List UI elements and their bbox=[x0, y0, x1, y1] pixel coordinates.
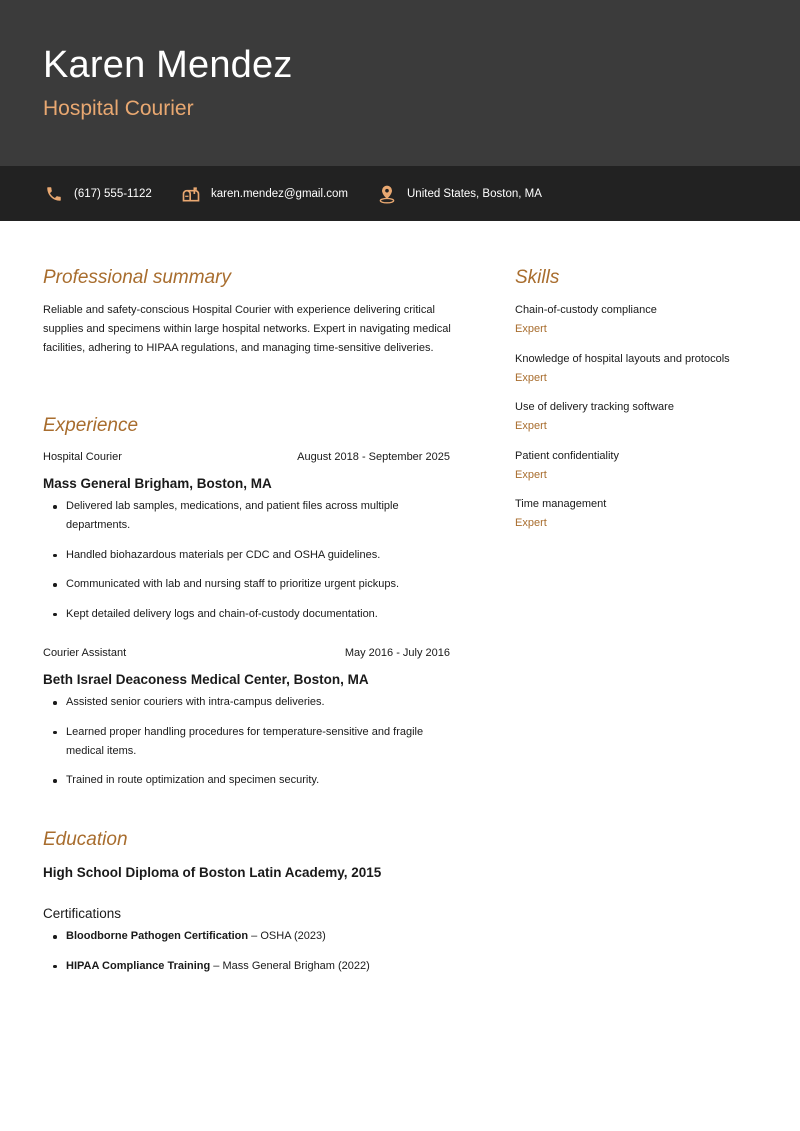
job-dates: August 2018 - September 2025 bbox=[297, 451, 450, 463]
education-degree: High School Diploma of Boston Latin Academy, 2015 bbox=[43, 865, 382, 880]
skill-level: Expert bbox=[515, 420, 547, 432]
phone-icon bbox=[44, 184, 64, 204]
section-title-education: Education bbox=[43, 829, 128, 850]
contact-location bbox=[377, 166, 542, 221]
skill-name: Use of delivery tracking software bbox=[515, 401, 674, 413]
bullet-item: Kept detailed delivery logs and chain-of-custody documentation. bbox=[43, 605, 453, 624]
certifications-list bbox=[43, 927, 463, 986]
bullet-item: Delivered lab samples, medications, and patient files across multiple departments. bbox=[43, 497, 453, 535]
certification-detail: – Mass General Brigham (2022) bbox=[210, 959, 370, 972]
bullet-item: Learned proper handling procedures for temperature-sensitive and fragile medical items. bbox=[43, 723, 453, 761]
certification-item bbox=[43, 957, 463, 976]
summary-text: Reliable and safety-conscious Hospital Courier with experience delivering critical supplies and specimens within large hospital networks. Expert in navigating medical facilities, adhering to HIPAA regulations, and managing time-sensitive deliveries. bbox=[43, 304, 451, 354]
skill-level: Expert bbox=[515, 517, 547, 529]
candidate-name: Karen Mendez bbox=[43, 44, 293, 86]
job-bullets bbox=[43, 497, 453, 634]
job-company: Beth Israel Deaconess Medical Center, Boston, MA bbox=[43, 672, 369, 687]
mailbox-icon bbox=[181, 184, 201, 204]
contact-email bbox=[181, 166, 348, 221]
bullet-item: Assisted senior couriers with intra-campus deliveries. bbox=[43, 693, 453, 712]
resume-header bbox=[0, 0, 800, 166]
candidate-title: Hospital Courier bbox=[43, 97, 194, 120]
certification-item bbox=[43, 927, 463, 946]
email-text[interactable]: karen.mendez@gmail.com bbox=[211, 187, 348, 200]
skill-item bbox=[515, 350, 775, 388]
phone-text: (617) 555-1122 bbox=[74, 187, 152, 200]
skill-name: Knowledge of hospital layouts and protocols bbox=[515, 352, 730, 365]
certification-name: HIPAA Compliance Training bbox=[66, 959, 211, 972]
job-header bbox=[43, 451, 450, 463]
skill-name: Time management bbox=[515, 498, 607, 510]
location-text: United States, Boston, MA bbox=[407, 187, 542, 200]
job-role: Hospital Courier bbox=[43, 451, 122, 463]
skill-level: Expert bbox=[515, 371, 547, 384]
job-dates: May 2016 - July 2016 bbox=[344, 647, 450, 659]
skill-name: Chain-of-custody compliance bbox=[515, 304, 657, 316]
certification-detail: – OSHA (2023) bbox=[248, 930, 326, 942]
skill-level: Expert bbox=[515, 468, 547, 481]
job-company: Mass General Brigham, Boston, MA bbox=[43, 476, 272, 491]
location-pin-icon bbox=[377, 184, 397, 204]
skill-item bbox=[515, 447, 775, 485]
skill-item bbox=[515, 301, 775, 339]
skill-item bbox=[515, 398, 775, 436]
section-title-skills: Skills bbox=[515, 267, 560, 288]
job-header bbox=[43, 647, 450, 659]
section-title-experience: Experience bbox=[43, 415, 139, 436]
bullet-item: Communicated with lab and nursing staff to prioritize urgent pickups. bbox=[43, 575, 453, 594]
section-title-summary: Professional summary bbox=[43, 267, 231, 288]
skill-item bbox=[515, 495, 775, 533]
job-bullets bbox=[43, 693, 453, 801]
skill-name: Patient confidentiality bbox=[515, 449, 619, 462]
certification-name: Bloodborne Pathogen Certification bbox=[66, 930, 249, 942]
certifications-title: Certifications bbox=[43, 906, 122, 921]
skill-level: Expert bbox=[515, 323, 547, 335]
bullet-item: Handled biohazardous materials per CDC and OSHA guidelines. bbox=[43, 546, 453, 565]
contact-phone bbox=[44, 166, 152, 221]
bullet-item: Trained in route optimization and specimen security. bbox=[43, 771, 453, 790]
skills-list bbox=[515, 301, 775, 544]
job-role: Courier Assistant bbox=[43, 647, 127, 659]
contact-bar bbox=[0, 166, 800, 221]
